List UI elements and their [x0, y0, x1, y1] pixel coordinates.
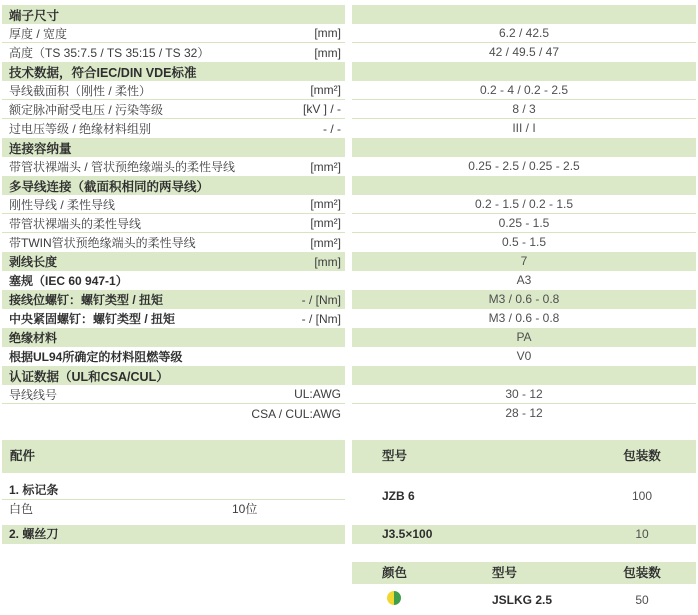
spec-row [2, 252, 696, 271]
spec-row-left-cell [2, 328, 345, 347]
color-table-header [352, 562, 696, 584]
spec-row-left-cell [2, 100, 345, 119]
spec-row-left-cell [2, 195, 345, 214]
spec-row-left-cell [2, 214, 345, 233]
spec-row [2, 347, 696, 366]
column-gutter [345, 214, 352, 233]
spec-row-left-cell [2, 252, 345, 271]
column-gutter [345, 43, 352, 62]
accessories-left-column [2, 440, 345, 615]
column-gutter [345, 233, 352, 252]
column-gutter [345, 100, 352, 119]
spec-row-left-cell [2, 271, 345, 290]
spec-label: 认证数据（UL和CSA/CUL） [9, 369, 169, 384]
spec-label: 厚度 / 宽度 [9, 26, 68, 41]
spec-unit: [mm] [314, 26, 341, 40]
spec-section-header [2, 5, 696, 24]
accessories-right-column [352, 440, 696, 615]
spec-row [2, 24, 696, 43]
spec-row [2, 119, 696, 138]
spec-label: 连接容纳量 [9, 141, 72, 156]
spec-label: 带管状裸端头 / 管状预绝缘端头的柔性导线 [9, 160, 236, 174]
spec-unit: - / [Nm] [301, 292, 341, 307]
color-row-model: JSLKG 2.5 [492, 592, 553, 607]
spec-value [352, 62, 696, 81]
spec-row [2, 43, 696, 62]
column-gutter [345, 385, 352, 404]
spec-row-left-cell [2, 385, 345, 404]
spec-row-left-cell [2, 290, 345, 309]
spec-section-header [2, 176, 696, 195]
spec-row [2, 290, 696, 309]
spec-unit: - / [Nm] [301, 311, 341, 326]
column-gutter [345, 62, 352, 81]
spec-label: 导线截面积（刚性 / 柔性） [9, 83, 152, 98]
spec-value [352, 176, 696, 195]
accessory-1-name: 1. 标记条 [2, 481, 345, 500]
column-gutter [345, 366, 352, 385]
accessories-header: 配件 [2, 440, 345, 473]
spec-row [2, 195, 696, 214]
pack-qty-column-header: 包装数 [623, 566, 661, 580]
color-column-header: 颜色 [382, 566, 408, 580]
spec-value: 0.2 - 4 / 0.2 - 2.5 [352, 81, 696, 100]
spec-value: M3 / 0.6 - 0.8 [488, 311, 560, 325]
color-cell [382, 591, 492, 608]
spec-value: 0.25 - 2.5 / 0.25 - 2.5 [468, 159, 580, 173]
spec-unit: [mm] [314, 254, 341, 269]
spec-row-left-cell [2, 138, 345, 157]
spec-unit: [mm²] [310, 159, 341, 174]
spec-section-header [2, 366, 696, 385]
column-gutter [345, 195, 352, 214]
spec-value: PA [352, 328, 696, 347]
column-gutter [345, 24, 352, 43]
accessory-1-spec: 白色 [9, 502, 34, 516]
spec-label: 多导线连接（截面积相同的两导线） [9, 179, 210, 194]
spec-row [2, 328, 696, 347]
spec-value: 7 [352, 252, 696, 271]
pack-qty-column-header: 包装数 [623, 449, 661, 463]
spec-value: V0 [516, 349, 532, 363]
accessory-2-pack-qty: 10 [635, 527, 649, 541]
spec-row [2, 81, 696, 100]
column-gutter [345, 252, 352, 271]
spec-value: 8 / 3 [352, 100, 696, 119]
spec-section-header [2, 62, 696, 81]
spec-value [352, 366, 696, 385]
spec-label: 剥线长度 [9, 255, 58, 269]
accessory-1-pack-qty: 100 [631, 489, 653, 503]
spec-row [2, 385, 696, 404]
spec-unit: [mm] [314, 45, 341, 60]
spec-value: 0.25 - 1.5 [352, 214, 696, 233]
spec-label: 高度（TS 35:7.5 / TS 35:15 / TS 32） [9, 46, 210, 60]
spec-unit: [mm²] [310, 235, 341, 250]
color-row-pack-qty: 50 [635, 592, 649, 607]
spec-unit: [kV ] / - [302, 102, 341, 116]
spec-row-left-cell [2, 176, 345, 195]
spec-table [2, 5, 696, 423]
spec-label: 绝缘材料 [9, 331, 58, 345]
column-gutter [345, 290, 352, 309]
accessory-1-detail [2, 500, 345, 519]
spec-row-left-cell [2, 24, 345, 43]
spec-label: 技术数据，符合IEC/DIN VDE标准 [9, 65, 197, 80]
column-gutter [345, 347, 352, 366]
spec-row-left-cell [2, 43, 345, 62]
accessory-2-order-row [352, 525, 696, 544]
spec-label: 带管状裸端头的柔性导线 [9, 216, 142, 231]
spec-unit: [mm²] [310, 83, 341, 97]
spec-unit: [mm²] [310, 216, 341, 230]
spec-row [2, 100, 696, 119]
spec-row [2, 214, 696, 233]
accessories-area [2, 440, 696, 615]
spec-row-left-cell [2, 347, 345, 366]
spec-label: 接线位螺钉：螺钉类型 / 扭矩 [9, 293, 164, 307]
spec-row-left-cell [2, 157, 345, 176]
spec-label: 带TWIN管状预绝缘端头的柔性导线 [9, 236, 196, 250]
spec-value: III / I [512, 121, 536, 135]
model-column-header: 型号 [382, 449, 408, 463]
column-gutter [345, 138, 352, 157]
spec-row-left-cell [2, 119, 345, 138]
spec-row [2, 309, 696, 328]
spec-unit: [mm²] [310, 197, 341, 211]
spec-row-left-cell [2, 366, 345, 385]
spec-label: 导线线号 [9, 387, 58, 402]
spec-unit: UL:AWG [294, 387, 341, 401]
accessory-2-model: J3.5×100 [382, 527, 433, 541]
column-gutter [345, 271, 352, 290]
accessory-1-spec-value: 10位 [232, 502, 258, 516]
spec-row [2, 404, 696, 423]
column-gutter [345, 309, 352, 328]
spec-unit: - / - [323, 121, 341, 136]
spec-value: 0.5 - 1.5 [501, 235, 547, 249]
spec-row [2, 233, 696, 252]
spec-value: M3 / 0.6 - 0.8 [352, 290, 696, 309]
column-gutter [345, 5, 352, 24]
accessory-1-order-row [352, 487, 696, 506]
accessories-table-header [352, 440, 696, 473]
accessory-2-name: 2. 螺丝刀 [2, 525, 345, 544]
spec-value: A3 [516, 273, 532, 287]
spec-value: 6.2 / 42.5 [352, 24, 696, 43]
spec-row-left-cell [2, 404, 345, 423]
color-table-row [352, 584, 696, 615]
spec-unit: CSA / CUL:AWG [251, 406, 341, 421]
spec-row [2, 157, 696, 176]
spec-label: 中央紧固螺钉：螺钉类型 / 扭矩 [9, 312, 176, 326]
spec-value: 0.2 - 1.5 / 0.2 - 1.5 [352, 195, 696, 214]
column-gutter [345, 119, 352, 138]
spec-label: 过电压等级 / 绝缘材料组别 [9, 122, 152, 136]
spec-row-left-cell [2, 81, 345, 100]
spec-value: 30 - 12 [352, 385, 696, 404]
spec-row-left-cell [2, 5, 345, 24]
column-gutter [345, 81, 352, 100]
spec-section-header [2, 138, 696, 157]
column-gutter [345, 157, 352, 176]
spec-value: 42 / 49.5 / 47 [488, 45, 560, 59]
spec-row-left-cell [2, 309, 345, 328]
model-column-header: 型号 [492, 566, 518, 580]
column-gutter [345, 176, 352, 195]
column-gutter [345, 404, 352, 423]
spec-row [2, 271, 696, 290]
spec-label: 根据UL94所确定的材料阻燃等级 [9, 350, 183, 364]
spec-label: 端子尺寸 [9, 8, 60, 23]
spec-value [352, 138, 696, 157]
column-gutter [345, 328, 352, 347]
spec-label: 额定脉冲耐受电压 / 污染等级 [9, 102, 164, 117]
green-yellow-circle-icon [387, 591, 401, 605]
spec-row-left-cell [2, 233, 345, 252]
spec-value: 28 - 12 [505, 406, 543, 420]
accessory-1-model: JZB 6 [382, 489, 415, 503]
spec-label: 塞规（IEC 60 947-1） [9, 274, 128, 288]
spec-label: 刚性导线 / 柔性导线 [9, 197, 116, 212]
spec-row-left-cell [2, 62, 345, 81]
spec-value [352, 5, 696, 24]
